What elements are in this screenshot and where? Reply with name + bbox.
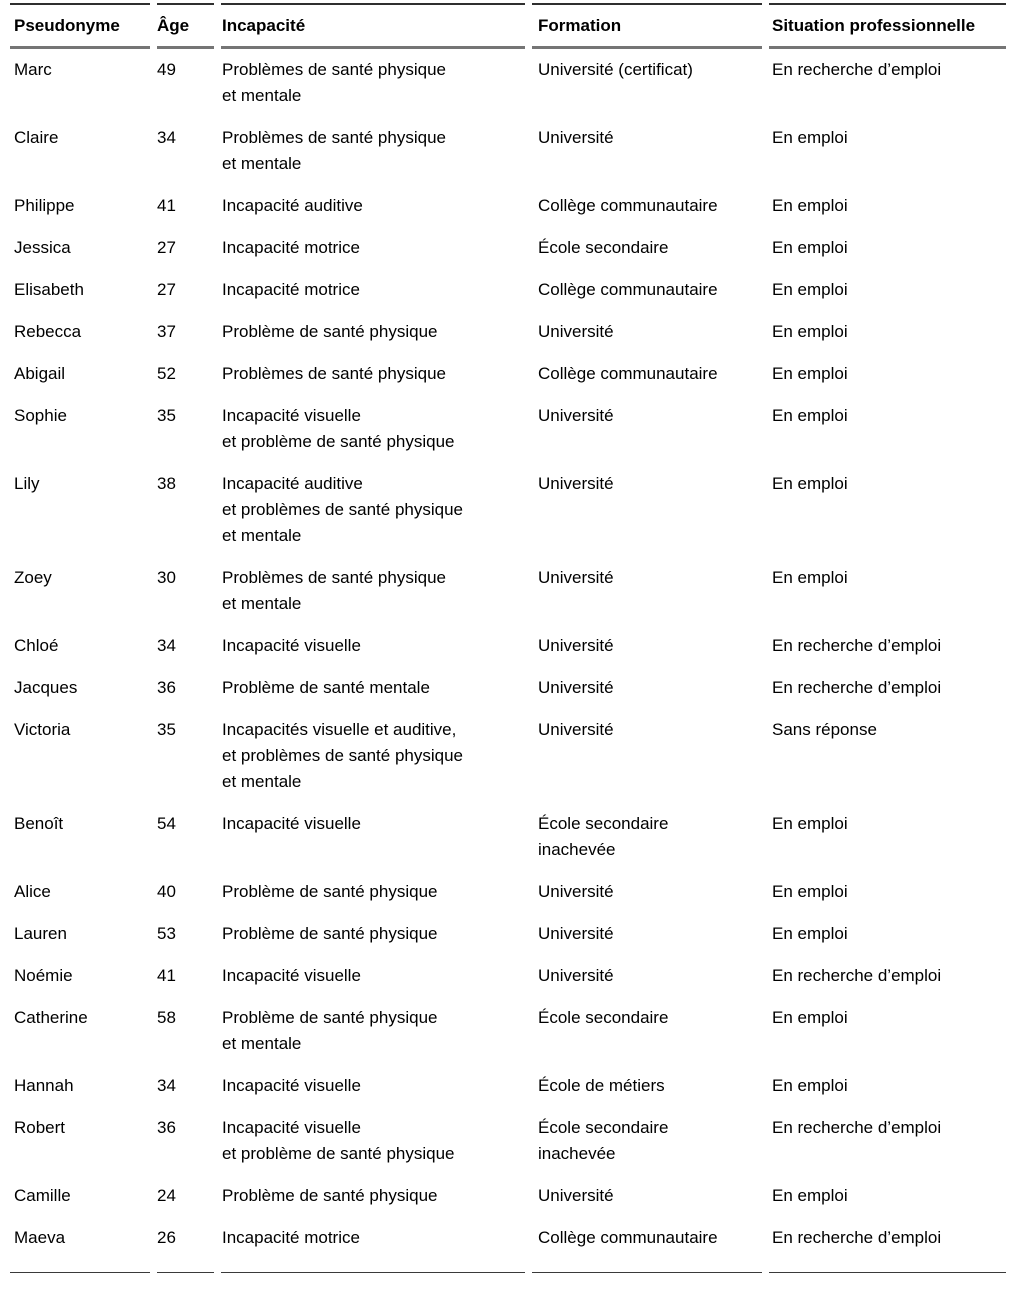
cell-line: Incapacité visuelle <box>222 1076 361 1095</box>
cell-line: École secondaire <box>538 1118 669 1137</box>
cell-age: 49 <box>157 60 176 79</box>
table-row <box>10 709 1006 803</box>
cell-line: Problèmes de santé physique <box>222 364 446 383</box>
table-row <box>10 227 1006 269</box>
cell-line: et problèmes de santé physique <box>222 746 463 765</box>
cell-line: et mentale <box>222 154 302 173</box>
cell-incapacite <box>221 997 525 1065</box>
cell-age: 27 <box>157 238 176 257</box>
cell-incapacite <box>221 353 525 395</box>
cell-situation: En recherche d’emploi <box>772 636 942 655</box>
cell-line: Université <box>538 636 614 655</box>
cell-age: 26 <box>157 1217 214 1273</box>
cell-line: et mentale <box>222 526 302 545</box>
cell-formation <box>532 1107 762 1175</box>
cell-line: Collège communautaire <box>538 196 718 215</box>
cell-incapacite <box>221 557 525 625</box>
cell-pseudonyme: Catherine <box>14 1008 88 1027</box>
table-body <box>10 49 1006 1273</box>
cell-line: Collège communautaire <box>538 1228 718 1247</box>
cell-line: et mentale <box>222 86 302 105</box>
cell-pseudonyme: Hannah <box>14 1076 74 1095</box>
cell-line: Université <box>538 924 614 943</box>
cell-line: et problèmes de santé physique <box>222 500 463 519</box>
cell-formation <box>532 227 762 269</box>
cell-line: inachevée <box>538 840 616 859</box>
cell-line: Université (certificat) <box>538 60 693 79</box>
cell-incapacite <box>221 227 525 269</box>
cell-formation <box>532 311 762 353</box>
cell-formation <box>532 117 762 185</box>
cell-situation: En emploi <box>772 568 848 587</box>
cell-line: Incapacité motrice <box>222 238 360 257</box>
cell-pseudonyme: Rebecca <box>14 322 82 341</box>
cell-situation: En emploi <box>772 196 848 215</box>
cell-line: et mentale <box>222 772 302 791</box>
cell-pseudonyme: Marc <box>14 60 52 79</box>
table-row <box>10 269 1006 311</box>
cell-situation: En emploi <box>772 406 848 425</box>
cell-line: Collège communautaire <box>538 280 718 299</box>
cell-line: Incapacité visuelle <box>222 636 361 655</box>
cell-line: inachevée <box>538 1144 616 1163</box>
cell-incapacite <box>221 269 525 311</box>
cell-incapacite <box>221 1065 525 1107</box>
cell-pseudonyme: Philippe <box>14 196 75 215</box>
table-row <box>10 49 1006 117</box>
cell-line: Incapacités visuelle et auditive, <box>222 720 457 739</box>
cell-line: Incapacité motrice <box>222 280 360 299</box>
table-row <box>10 463 1006 557</box>
cell-incapacite <box>221 667 525 709</box>
cell-situation: En emploi <box>772 1186 848 1205</box>
cell-situation: En emploi <box>772 474 848 493</box>
cell-incapacite <box>221 955 525 997</box>
cell-age: 34 <box>157 636 176 655</box>
cell-incapacite <box>221 1107 525 1175</box>
cell-line: et problème de santé physique <box>222 432 455 451</box>
cell-formation <box>532 667 762 709</box>
table-row <box>10 353 1006 395</box>
table-row <box>10 667 1006 709</box>
column-header-situation: Situation professionnelle <box>769 3 1006 49</box>
cell-incapacite <box>221 913 525 955</box>
table-row <box>10 1217 1006 1273</box>
cell-line: Incapacité visuelle <box>222 814 361 833</box>
cell-age: 54 <box>157 814 176 833</box>
cell-line: Collège communautaire <box>538 364 718 383</box>
cell-pseudonyme: Maeva <box>10 1217 150 1273</box>
cell-line: Problèmes de santé physique <box>222 568 446 587</box>
cell-age: 58 <box>157 1008 176 1027</box>
table-row <box>10 997 1006 1065</box>
cell-age: 35 <box>157 406 176 425</box>
cell-incapacite <box>221 625 525 667</box>
cell-situation: En recherche d’emploi <box>772 1118 942 1137</box>
column-header-formation: Formation <box>532 3 762 49</box>
cell-situation: En emploi <box>772 238 848 257</box>
cell-incapacite <box>221 395 525 463</box>
table-row <box>10 395 1006 463</box>
cell-age: 52 <box>157 364 176 383</box>
cell-formation <box>532 463 762 557</box>
cell-formation <box>532 709 762 803</box>
table-row <box>10 117 1006 185</box>
cell-line: et mentale <box>222 1034 302 1053</box>
table-row <box>10 311 1006 353</box>
cell-situation: Sans réponse <box>772 720 877 739</box>
cell-situation: En emploi <box>772 128 848 147</box>
cell-formation <box>532 871 762 913</box>
cell-formation <box>532 49 762 117</box>
cell-age: 35 <box>157 720 176 739</box>
cell-situation: En emploi <box>772 364 848 383</box>
column-header-incapacite: Incapacité <box>221 3 525 49</box>
cell-line: et problème de santé physique <box>222 1144 455 1163</box>
cell-pseudonyme: Jessica <box>14 238 71 257</box>
cell-age: 27 <box>157 280 176 299</box>
cell-line: Problème de santé physique <box>222 924 438 943</box>
cell-situation: En emploi <box>772 1008 848 1027</box>
cell-incapacite <box>221 463 525 557</box>
table-row <box>10 1107 1006 1175</box>
cell-age: 36 <box>157 678 176 697</box>
cell-line: Incapacité visuelle <box>222 406 361 425</box>
cell-pseudonyme: Alice <box>14 882 51 901</box>
cell-incapacite <box>221 709 525 803</box>
cell-situation: En recherche d’emploi <box>772 678 942 697</box>
cell-pseudonyme: Chloé <box>14 636 59 655</box>
cell-pseudonyme: Victoria <box>14 720 71 739</box>
cell-formation <box>532 913 762 955</box>
cell-line: Université <box>538 1186 614 1205</box>
cell-age: 41 <box>157 196 176 215</box>
cell-situation: En emploi <box>772 280 848 299</box>
cell-line: Incapacité auditive <box>222 474 363 493</box>
cell-formation <box>532 625 762 667</box>
cell-age: 34 <box>157 1076 176 1095</box>
cell-age: 38 <box>157 474 176 493</box>
cell-incapacite <box>221 117 525 185</box>
cell-age: 37 <box>157 322 176 341</box>
cell-line: Problèmes de santé physique <box>222 60 446 79</box>
cell-situation: En recherche d’emploi <box>772 60 942 79</box>
cell-pseudonyme: Elisabeth <box>14 280 84 299</box>
table-row <box>10 625 1006 667</box>
cell-age: 36 <box>157 1118 176 1137</box>
cell-line: Problème de santé physique <box>222 322 438 341</box>
cell-formation <box>532 353 762 395</box>
table-row <box>10 557 1006 625</box>
cell-incapacite <box>221 803 525 871</box>
cell-situation: En recherche d’emploi <box>769 1217 1006 1273</box>
column-header-pseudonyme: Pseudonyme <box>10 3 150 49</box>
table-row <box>10 185 1006 227</box>
cell-incapacite <box>221 1175 525 1217</box>
cell-pseudonyme: Jacques <box>14 678 78 697</box>
cell-formation <box>532 557 762 625</box>
cell-line: Université <box>538 882 614 901</box>
cell-age: 24 <box>157 1186 176 1205</box>
table-row <box>10 803 1006 871</box>
cell-line: Incapacité motrice <box>222 1228 360 1247</box>
cell-formation <box>532 997 762 1065</box>
cell-line: Université <box>538 474 614 493</box>
cell-formation <box>532 1217 762 1273</box>
column-header-age: Âge <box>157 3 214 49</box>
cell-pseudonyme: Lily <box>14 474 40 493</box>
cell-situation: En emploi <box>772 322 848 341</box>
cell-line: Incapacité visuelle <box>222 966 361 985</box>
cell-age: 41 <box>157 966 176 985</box>
cell-line: École secondaire <box>538 1008 669 1027</box>
cell-formation <box>532 395 762 463</box>
cell-line: Université <box>538 322 614 341</box>
cell-incapacite <box>221 185 525 227</box>
cell-age: 34 <box>157 128 176 147</box>
cell-age: 30 <box>157 568 176 587</box>
cell-line: Incapacité visuelle <box>222 1118 361 1137</box>
cell-age: 40 <box>157 882 176 901</box>
cell-formation <box>532 269 762 311</box>
cell-line: Problème de santé mentale <box>222 678 430 697</box>
cell-line: Université <box>538 966 614 985</box>
cell-line: École secondaire <box>538 238 669 257</box>
table-row <box>10 1175 1006 1217</box>
cell-line: Problèmes de santé physique <box>222 128 446 147</box>
cell-pseudonyme: Benoît <box>14 814 64 833</box>
cell-line: Université <box>538 678 614 697</box>
cell-incapacite <box>221 49 525 117</box>
table-header <box>10 3 1006 49</box>
cell-situation: En emploi <box>772 924 848 943</box>
cell-line: Problème de santé physique <box>222 1186 438 1205</box>
cell-line: Problème de santé physique <box>222 882 438 901</box>
cell-line: Université <box>538 720 614 739</box>
cell-line: Incapacité auditive <box>222 196 363 215</box>
cell-pseudonyme: Noémie <box>14 966 73 985</box>
cell-line: Université <box>538 568 614 587</box>
cell-formation <box>532 955 762 997</box>
cell-line: École de métiers <box>538 1076 665 1095</box>
header-row <box>10 3 1006 49</box>
cell-age: 53 <box>157 924 176 943</box>
cell-incapacite <box>221 1217 525 1273</box>
table-row <box>10 913 1006 955</box>
cell-formation <box>532 803 762 871</box>
cell-situation: En recherche d’emploi <box>772 966 942 985</box>
table-row <box>10 955 1006 997</box>
cell-pseudonyme: Claire <box>14 128 59 147</box>
cell-pseudonyme: Zoey <box>14 568 52 587</box>
cell-line: Problème de santé physique <box>222 1008 438 1027</box>
cell-pseudonyme: Abigail <box>14 364 66 383</box>
cell-line: Université <box>538 406 614 425</box>
cell-incapacite <box>221 311 525 353</box>
cell-pseudonyme: Sophie <box>14 406 67 425</box>
table-row <box>10 1065 1006 1107</box>
cell-incapacite <box>221 871 525 913</box>
cell-line: et mentale <box>222 594 302 613</box>
participants-table <box>3 3 1013 1273</box>
cell-situation: En emploi <box>772 882 848 901</box>
cell-situation: En emploi <box>772 1076 848 1095</box>
cell-situation: En emploi <box>772 814 848 833</box>
cell-formation <box>532 1175 762 1217</box>
cell-formation <box>532 185 762 227</box>
cell-line: Université <box>538 128 614 147</box>
cell-pseudonyme: Lauren <box>14 924 67 943</box>
cell-formation <box>532 1065 762 1107</box>
cell-pseudonyme: Robert <box>14 1118 66 1137</box>
cell-pseudonyme: Camille <box>14 1186 71 1205</box>
table-row <box>10 871 1006 913</box>
cell-line: École secondaire <box>538 814 669 833</box>
